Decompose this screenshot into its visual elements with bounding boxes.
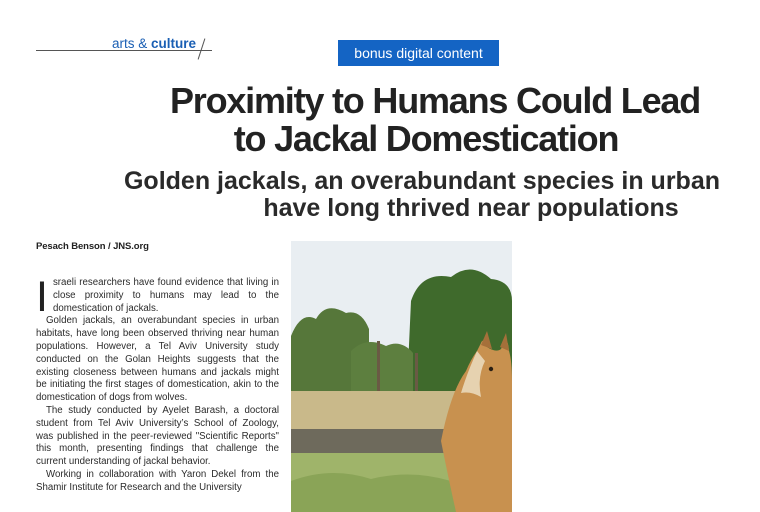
- article-paragraph: The study conducted by Ayelet Barash, a doctoral student from Tel Aviv University’s School of Zoology, was published in the peer-reviewed "Scientific Reports" this month, presenting findings that challenge the current understanding of jackal behavior.: [36, 404, 279, 468]
- jackal-photo: [291, 241, 512, 512]
- section-emphasis: culture: [151, 36, 197, 51]
- deck-line-2: have long thrived near populations: [263, 194, 679, 222]
- headline: [0, 82, 760, 158]
- deck-line-1: Golden jackals, an overabundant species in urban: [123, 167, 720, 195]
- photo-jackal-eye: [489, 367, 493, 371]
- article-paragraph: Golden jackals, an overabundant species in urban habitats, have long been observed thriving near human populations. However, a Tel Aviv University study conducted on the Golan Heights suggests that the existing closeness between humans and jackals might be initiating the first stages of domestication, akin to the domestication of dogs from wolves.: [36, 315, 279, 404]
- section-label[interactable]: [112, 36, 196, 51]
- article-paragraph: [36, 273, 279, 321]
- paragraph-1-text: sraeli researchers have found evidence that living in close proximity to humans may lead to the domestication of jackals.: [52, 277, 279, 314]
- headline-line-1: Proximity to Humans Could Lead: [169, 80, 701, 121]
- bonus-badge[interactable]: bonus digital content: [338, 40, 499, 66]
- byline: Pesach Benson / JNS.org: [36, 241, 149, 252]
- headline-line-2: to Jackal Domestication: [233, 118, 619, 159]
- article-paragraph: Working in collaboration with Yaron Dekel from the Shamir Institute for Research and the University: [36, 468, 279, 493]
- section-slash: [198, 38, 206, 59]
- article-body: [36, 273, 279, 495]
- section-prefix: arts &: [112, 36, 152, 51]
- jackal-photo-illustration: [291, 241, 512, 512]
- drop-cap: I: [36, 273, 48, 321]
- deck: [0, 168, 760, 222]
